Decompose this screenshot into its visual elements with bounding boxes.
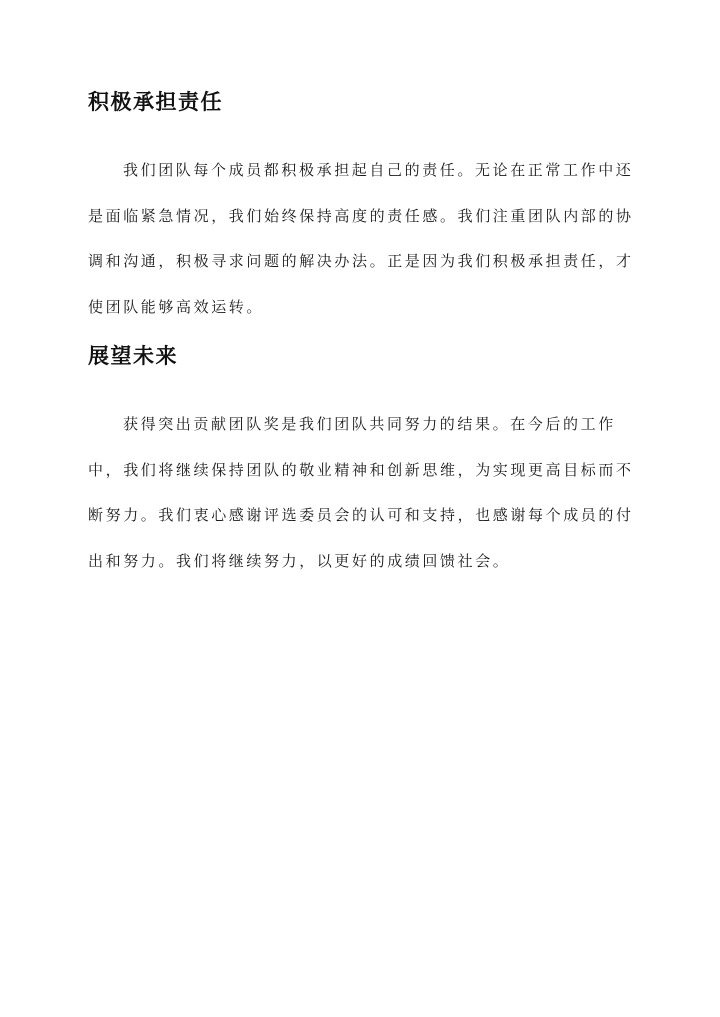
section-paragraph: 获得突出贡献团队奖是我们团队共同努力的结果。在今后的工作中，我们将继续保持团队的敬业精神和创新思维，为实现更高目标而不断努力。我们衷心感谢评选委员会的认可和支持，也感谢每个成员的付出和努力。我们将继续努力，以更好的成绩回馈社会。 xyxy=(88,415,634,570)
section-paragraph: 我们团队每个成员都积极承担起自己的责任。无论在正常工作中还是面临紧急情况，我们始终保持高度的责任感。我们注重团队内部的协调和沟通，积极寻求问题的解决办法。正是因为我们积极承担责任，才使团队能够高效运转。 xyxy=(88,161,634,316)
section-heading: 积极承担责任 xyxy=(88,89,223,114)
section-heading: 展望未来 xyxy=(88,343,178,368)
section-outlook xyxy=(88,338,636,584)
section-responsibility xyxy=(88,84,636,330)
